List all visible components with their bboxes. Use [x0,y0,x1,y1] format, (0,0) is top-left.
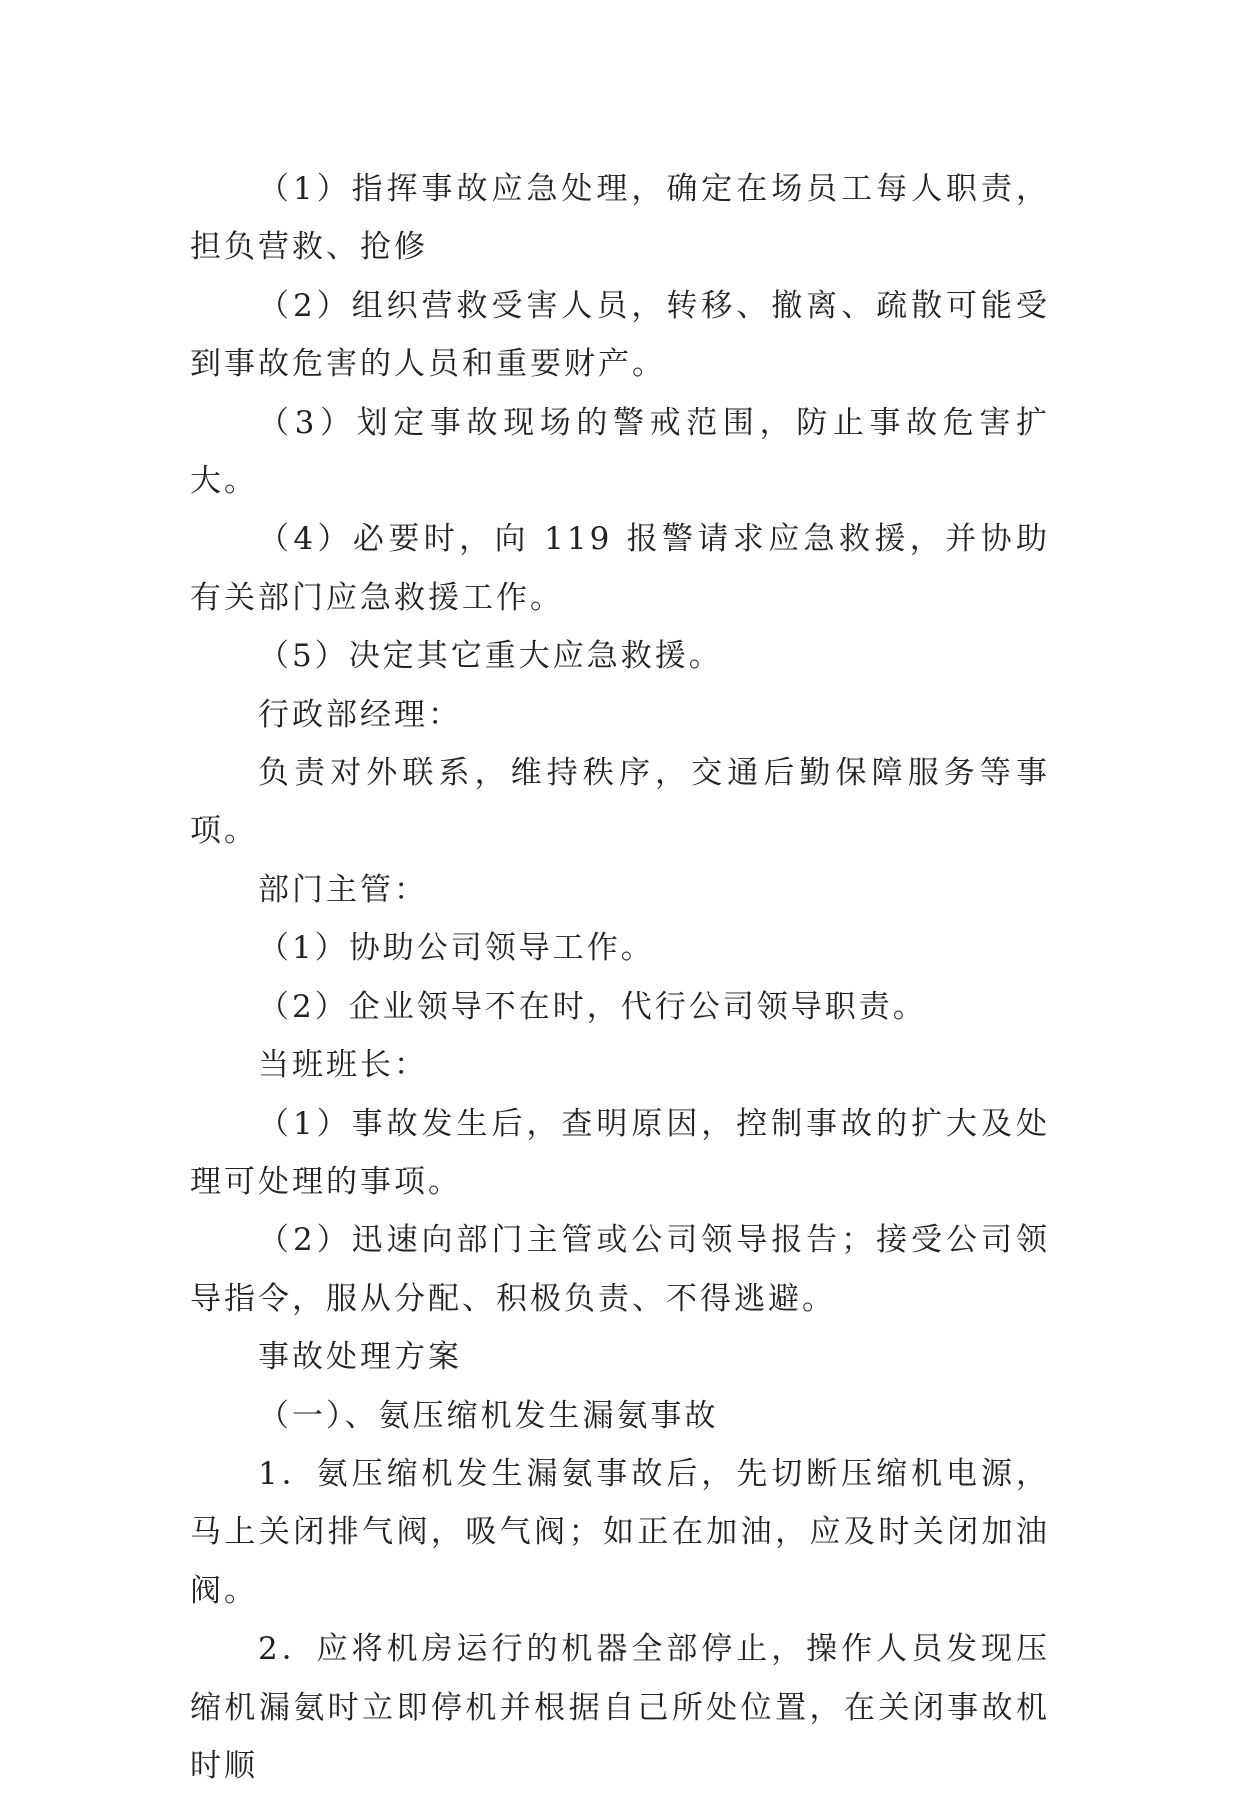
paragraph-shift-leader-duty-1: （1）事故发生后，查明原因，控制事故的扩大及处理可处理的事项。 [190,1105,1050,1200]
heading-department-supervisor: 部门主管： [258,871,428,908]
paragraph-supervisor-duty-2: （2）企业领导不在时，代行公司领导职责。 [258,988,927,1025]
paragraph-leak-step-1: 1．氨压缩机发生漏氨事故后，先切断压缩机电源，马上关闭排气阀，吸气阀；如正在加油，应及时关闭加油阀。 [190,1455,1050,1609]
heading-admin-manager: 行政部经理： [258,696,462,733]
paragraph-leak-step-2: 2．应将机房运行的机器全部停止，操作人员发现压缩机漏氨时立即停机并根据自己所处位置，在关闭事故机时顺 [190,1631,1050,1784]
paragraph-admin-manager-duty: 负责对外联系，维持秩序，交通后勤保障服务等事项。 [190,755,1050,850]
paragraph-duty-2-rescue: （2）组织营救受害人员，转移、撤离、疏散可能受到事故危害的人员和重要财产。 [190,287,1050,383]
heading-accident-plan: 事故处理方案 [258,1339,462,1376]
heading-ammonia-leak: （一）、氨压缩机发生漏氨事故 [258,1397,719,1434]
paragraph-shift-leader-duty-2: （2）迅速向部门主管或公司领导报告；接受公司领导指令，服从分配、积极负责、不得逃避。 [190,1222,1050,1317]
heading-shift-leader: 当班班长： [258,1047,428,1084]
paragraph-duty-4-alarm: （4）必要时，向 119 报警请求应急救援，并协助有关部门应急救援工作。 [190,521,1050,616]
paragraph-duty-5-decide: （5）决定其它重大应急救援。 [258,638,723,675]
paragraph-duty-1-command: （1）指挥事故应急处理，确定在场员工每人职责，担负营救、抢修 [190,171,1050,266]
paragraph-duty-3-cordon: （3）划定事故现场的警戒范围，防止事故危害扩大。 [190,404,1050,500]
paragraph-supervisor-duty-1: （1）协助公司领导工作。 [258,930,655,967]
document-body [190,160,1050,1795]
